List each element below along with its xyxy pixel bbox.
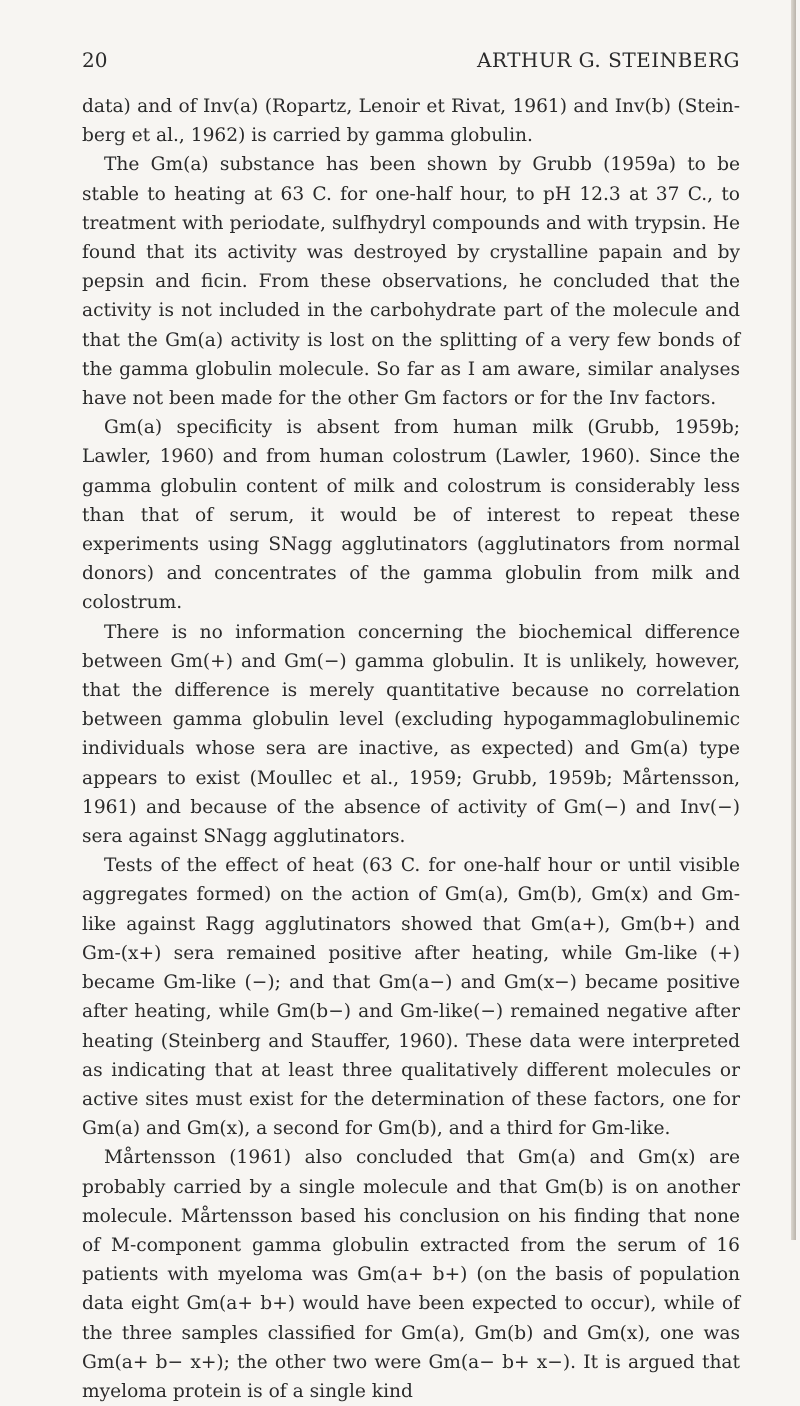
paragraph-4: There is no information concerning the biochemical difference between Gm(+) and Gm(−) gamma globulin. It is unlikely, however, that the difference is merely quantitative because no correlation between gamma globulin level (excluding hypogammaglobulinemic individuals whose sera are inactive, as expected) and Gm(a) type appears to exist (Moullec et al., 1959; Grubb, 1959b; Mårtensson, 1961) and because of the absence of activity of Gm(−) and Inv(−) sera against SNagg agglutinators. [82,621,740,848]
running-head: ARTHUR G. STEINBERG [476,48,740,72]
paragraph-3: Gm(a) specificity is absent from human milk (Grubb, 1959b; Lawler, 1960) and from human colostrum (Lawler, 1960). Since the gamma globulin content of milk and colostrum is considerably less than that of serum, it would be of interest to repeat these experiments using SNagg agglutinators (agglutinators from normal donors) and concentrates of the gamma globulin from milk and colostrum. [82,417,740,614]
page-number: 20 [82,48,108,72]
paragraph-6: Mårtensson (1961) also concluded that Gm(a) and Gm(x) are probably carried by a single molecule and that Gm(b) is on another molecule. Mårtensson based his conclusion on his finding that none of M-component gamma globulin extracted from the serum of 16 patients with myeloma was Gm(a+ b+) (on the basis of population data eight Gm(a+ b+) would have been expected to occur), while of the three samples classified for Gm(a), Gm(b) and Gm(x), one was Gm(a+ b− x+); the other two were Gm(a− b+ x−). It is argued that myeloma protein is of a single kind [82,1147,740,1402]
page-header [82,48,740,78]
page-edge [791,0,796,1240]
body-text [82,92,740,1406]
paragraph-1: data) and of Inv(a) (Ropartz, Lenoir et Rivat, 1961) and Inv(b) (Steinberg et al., 1962) is carried by gamma globulin. [82,96,740,147]
paragraph-2: The Gm(a) substance has been shown by Grubb (1959a) to be stable to heating at 63 C. for one-half hour, to pH 12.3 at 37 C., to treatment with periodate, sulfhydryl compounds and with trypsin. He found that its activity was destroyed by crystalline papain and by pepsin and ficin. From these observations, he concluded that the activity is not included in the carbohydrate part of the molecule and that the Gm(a) activity is lost on the splitting of a very few bonds of the gamma globulin molecule. So far as I am aware, similar analyses have not been made for the other Gm factors or for the Inv factors. [82,154,740,410]
paragraph-5: Tests of the effect of heat (63 C. for one-half hour or until visible aggregates formed) on the action of Gm(a), Gm(b), Gm(x) and Gm-like against Ragg agglutinators showed that Gm(a+), Gm(b+) and Gm-(x+) sera remained positive after heating, while Gm-like (+) became Gm-like (−); and that Gm(a−) and Gm(x−) became positive after heating, while Gm(b−) and Gm-like(−) remained negative after heating (Steinberg and Stauffer, 1960). These data were interpreted as indicating that at least three qualitatively different molecules or active sites must exist for the determination of these factors, one for Gm(a) and Gm(x), a second for Gm(b), and a third for Gm-like. [82,855,740,1140]
